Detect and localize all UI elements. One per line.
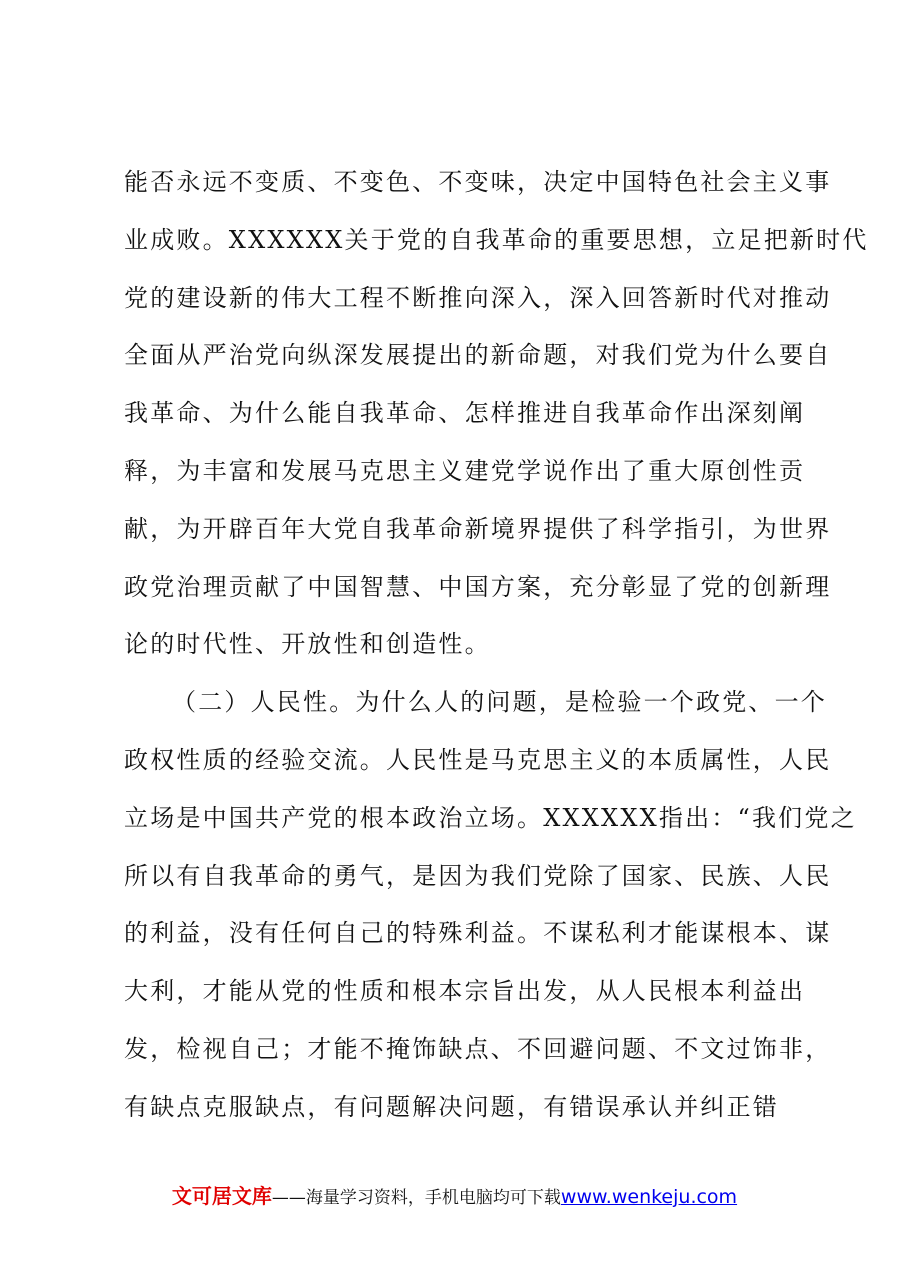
- text-line: 的利益，没有任何自己的特殊利益。不谋私利才能谋根本、谋: [124, 919, 832, 948]
- footer-brand: 文可居文库: [171, 1184, 272, 1208]
- text-line: 我革命、为什么能自我革命、怎样推进自我革命作出深刻阐: [124, 399, 806, 428]
- text-line: 能否永远不变质、不变色、不变味，决定中国特色社会主义事: [124, 168, 832, 196]
- section-heading-line: （二）人民性。为什么人的问题，是检验一个政党、一个: [172, 688, 827, 717]
- text-line: 所以有自我革命的勇气，是因为我们党除了国家、民族、人民: [124, 861, 832, 890]
- text-line: 党的建设新的伟大工程不断推向深入，深入回答新时代对推动: [124, 283, 832, 312]
- text-line: 献，为开辟百年大党自我革命新境界提供了科学指引，为世界: [124, 514, 832, 543]
- text-line: 发，检视自己；才能不掩饰缺点、不回避问题、不文过饰非，: [124, 1034, 832, 1063]
- text-line: 政权性质的经验交流。人民性是马克思主义的本质属性，人民: [124, 745, 832, 774]
- footer-website-link[interactable]: www.wenkeju.com: [560, 1186, 738, 1208]
- footer-tagline: ——海量学习资料，手机电脑均可下载: [271, 1188, 561, 1208]
- text-line: 业成败。XXXXXX关于党的自我革命的重要思想，立足把新时代: [124, 225, 869, 254]
- text-line: 释，为丰富和发展马克思主义建党学说作出了重大原创性贡: [124, 456, 806, 485]
- text-line: 立场是中国共产党的根本政治立场。XXXXXX指出：“我们党之: [124, 803, 857, 832]
- text-line: 大利，才能从党的性质和根本宗旨出发，从人民根本利益出: [124, 977, 806, 1006]
- text-line: 论的时代性、开放性和创造性。: [124, 630, 491, 659]
- text-line: 有缺点克服缺点，有问题解决问题，有错误承认并纠正错: [124, 1092, 779, 1121]
- page-footer: [0, 1180, 909, 1209]
- text-line: 政党治理贡献了中国智慧、中国方案，充分彰显了党的创新理: [124, 572, 832, 601]
- document-body: [124, 154, 869, 1137]
- text-line: 全面从严治党向纵深发展提出的新命题，对我们党为什么要自: [124, 341, 832, 370]
